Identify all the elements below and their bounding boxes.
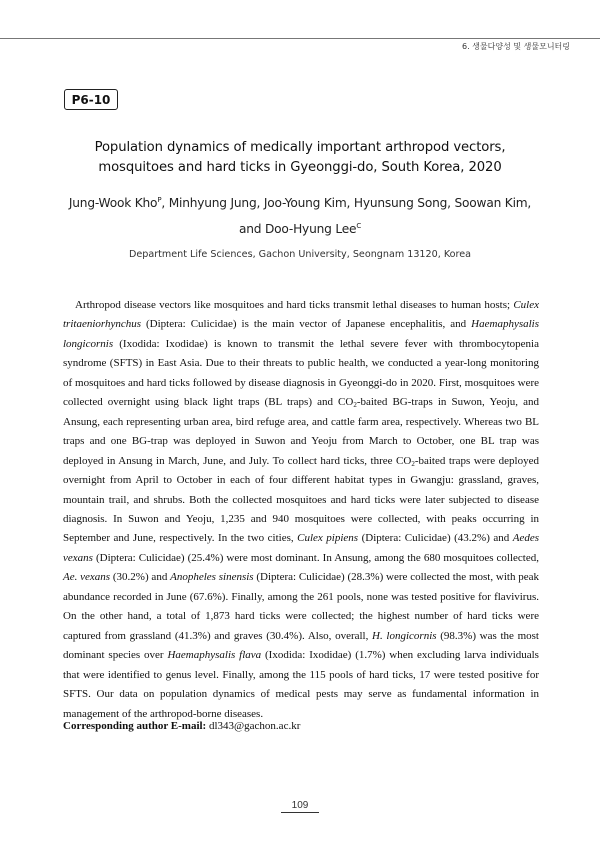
species-name: H. longicornis	[372, 629, 437, 642]
poster-id-badge: P6-10	[64, 89, 118, 110]
corresponding-label: Corresponding author E-mail:	[63, 720, 207, 732]
abstract-text: (Diptera: Culicidae) (28.3%) were collected the most, with peak abundance recorded in June (67.6%). Finally, among the 261 pools, none was tested positive for flavivirus. On the other hand, a total of 1,873 hard ticks were collected; the highest number of hard ticks were captured from grassland (41.3%) and graves (30.4%). Also, overall,	[63, 571, 540, 642]
abstract-text: (Diptera: Culicidae) is the main vector of Japanese encephalitis, and	[141, 318, 472, 331]
species-name: Culex tritaeniorhynchus	[63, 299, 539, 331]
header-rule	[0, 38, 600, 39]
abstract-text: (Diptera: Culicidae) (25.4%) were most dominant. In Ansung, among the 680 mosquitoes collected,	[92, 551, 539, 564]
corresponding-mark: C	[356, 222, 362, 230]
author-list	[55, 189, 545, 241]
species-name: Haemaphysalis longicornis	[63, 318, 539, 350]
author-line-1	[55, 189, 545, 215]
corresponding-author	[63, 720, 300, 732]
abstract-text: Arthropod disease vectors like mosquitoes and hard ticks transmit lethal diseases to human hosts;	[75, 299, 514, 311]
species-name: Culex pipiens	[297, 532, 359, 545]
species-name: Anopheles sinensis	[170, 571, 254, 584]
abstract-text: (30.2%) and	[110, 571, 171, 584]
abstract-body	[63, 296, 539, 724]
corresponding-email: dl343@gachon.ac.kr	[206, 720, 301, 732]
title-line-2: mosquitoes and hard ticks in Gyeonggi-do, South Korea, 2020	[98, 160, 502, 175]
abstract-text: -baited BG-traps in Suwon, Yeoju, and Ansung, each representing urban area, bird refuge area, and cattle farm area, respectively. Whereas two BL traps and one BG-trap was deployed in Suwon and Yeoju from March to October, one BL trap was deployed in Ansung in March, June, and July. To collect hard ticks, three CO	[63, 396, 539, 467]
presenter-mark: P	[157, 196, 162, 204]
abstract-text: (Ixodida: Ixodidae) is known to transmit the lethal severe fever with thrombocytopenia syndrome (SFTS) in East Asia. Due to their threats to public health, we conducted a year-long monitoring of mosquitoes and hard ticks followed by disease diagnosis in Gyeonggi-do in 2020. First, mosquitoes were collected overnight using black light traps (BL traps) and CO	[63, 337, 539, 409]
abstract-text: (98.3%) was the most dominant species over	[63, 629, 539, 662]
title-line-1: Population dynamics of medically important arthropod vectors,	[94, 140, 506, 155]
abstract-text: -baited traps were deployed overnight from April to October in each of four different habitat types in Gwangju: grassland, graves, mountain trail, and shrubs. Both the collected mosquitoes and hard ticks were later subjected to disease diagnosis. In Suwon and Yeoju, 1,235 and 940 mosquitoes were collected, with peaks occurring in September and June, respectively. In the two cities,	[63, 454, 539, 545]
coauthors-2: and Doo-Hyung Lee	[238, 222, 357, 236]
presenting-author: Jung-Wook Kho	[68, 196, 158, 210]
coauthors-1: , Minhyung Jung, Joo-Young Kim, Hyunsung Song, Soowan Kim,	[161, 196, 532, 210]
subscript: 2	[353, 401, 357, 410]
species-name: Aedes vexans	[63, 532, 540, 564]
running-head: 6. 생물다양성 및 생물모니터링	[462, 42, 570, 51]
affiliation: Department Life Sciences, Gachon University, Seongnam 13120, Korea	[128, 249, 472, 260]
subscript: 2	[411, 459, 415, 468]
paper-title	[60, 138, 540, 178]
abstract-text: (Ixodida: Ixodidae) (1.7%) when excluding larva individuals that were identified to genus level. Finally, among the 115 pools of hard ticks, 17 were tested positive for SFTS. Our data on population dynamics of medical pests may serve as fundamental information in management of the arthropod-borne diseases.	[63, 649, 539, 720]
author-line-2	[55, 215, 545, 241]
species-name: Haemaphysalis flava	[167, 649, 262, 662]
species-name: Ae. vexans	[63, 571, 111, 584]
abstract-text: (Diptera: Culicidae) (43.2%) and	[358, 532, 513, 545]
page-number: 109	[281, 800, 319, 813]
